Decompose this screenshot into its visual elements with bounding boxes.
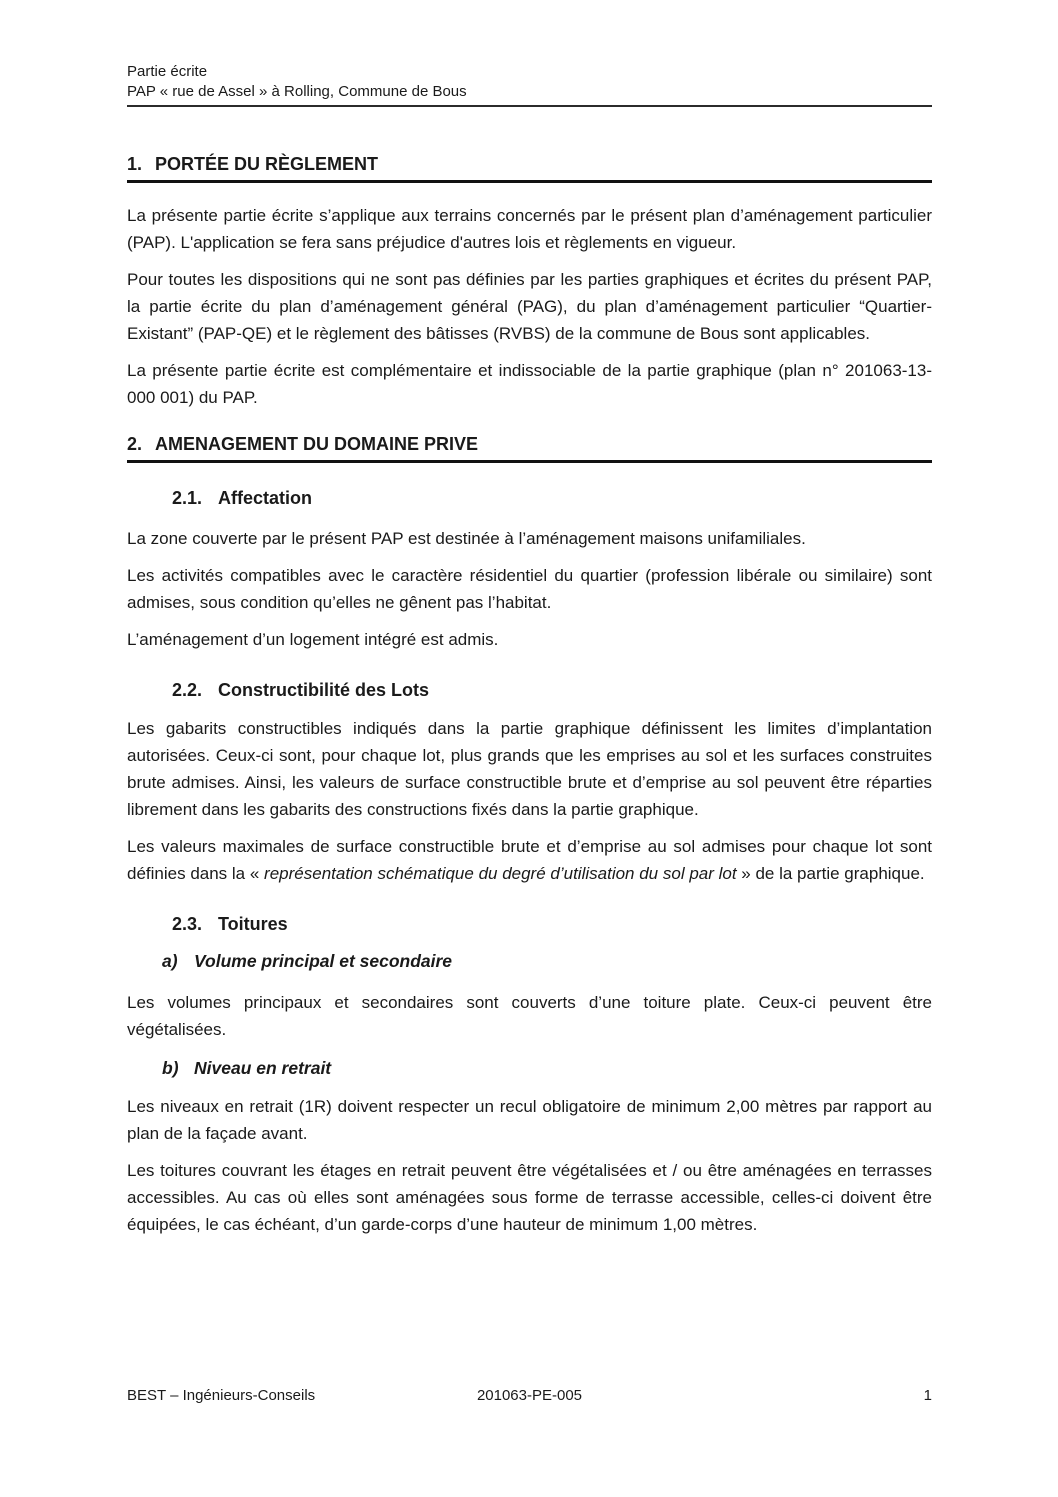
page-header: [127, 62, 932, 107]
subsection-2-3-number: 2.3.: [172, 914, 203, 934]
paragraph-constructibilite-2-italic: représentation schématique du degré d’utilisation du sol par lot: [264, 864, 737, 883]
subsection-2-3-heading: [172, 913, 932, 935]
section-1-heading: [127, 153, 932, 183]
paragraph-toitures-b-1: Les niveaux en retrait (1R) doivent respecter un recul obligatoire de minimum 2,00 mètres par rapport au plan de la façade avant.: [127, 1097, 932, 1143]
item-a-heading: [162, 950, 932, 972]
paragraph-affectation-3: L’aménagement d’un logement intégré est admis.: [127, 630, 499, 649]
subsection-2-2-heading: [172, 679, 932, 701]
item-b-heading: [162, 1057, 932, 1079]
section-2-title: AMENAGEMENT DU DOMAINE PRIVE: [155, 434, 479, 454]
paragraph-toitures-a-1: Les volumes principaux et secondaires sont couverts d’une toiture plate. Ceux-ci peuvent être végétalisées.: [127, 993, 932, 1039]
footer-page-number: 1: [923, 1387, 932, 1404]
item-a-label: a): [162, 951, 178, 971]
paragraph-affectation-1: La zone couverte par le présent PAP est destinée à l’aménagement maisons unifamiliales.: [127, 529, 806, 548]
paragraph-constructibilite-2-before: Les valeurs maximales de surface constructible brute et d’emprise au sol admises pour chaque lot sont définies dans la «: [127, 837, 932, 883]
paragraph-portee-2: Pour toutes les dispositions qui ne sont pas définies par les parties graphiques et écrites du présent PAP, la partie écrite du plan d’aménagement général (PAG), du plan d’aménagement particulier “Quartier-Existant” (PAP-QE) et le règlement des bâtisses (RVBS) de la commune de Bous sont applicables.: [127, 270, 932, 343]
subsection-2-3-title: Toitures: [218, 914, 288, 934]
paragraph-toitures-b-2: Les toitures couvrant les étages en retrait peuvent être végétalisées et / ou être aménagées en terrasses accessibles. Au cas où elles sont aménagées sous forme de terrasse accessible, celles-ci doivent être équipées, le cas échéant, d’un garde-corps d’une hauteur de minimum 1,00 mètres.: [127, 1161, 932, 1234]
item-b-label: b): [162, 1058, 179, 1078]
section-2-number: 2.: [127, 434, 143, 454]
item-b-title: Niveau en retrait: [194, 1058, 332, 1078]
paragraph-portee-1: La présente partie écrite s’applique aux terrains concernés par le présent plan d’aménagement particulier (PAP). L'application se fera sans préjudice d'autres lois et règlements en vigueur.: [127, 206, 932, 252]
header-line-1: Partie écrite: [127, 63, 208, 80]
paragraph-constructibilite-2-after: » de la partie graphique.: [736, 864, 925, 883]
item-a-title: Volume principal et secondaire: [194, 951, 453, 971]
subsection-2-1-number: 2.1.: [172, 488, 203, 508]
section-2-heading: [127, 433, 932, 463]
paragraph-constructibilite-1: Les gabarits constructibles indiqués dans la partie graphique définissent les limites d’implantation autorisées. Ceux-ci sont, pour chaque lot, plus grands que les emprises au sol et les surfaces construites brute admises. Ainsi, les valeurs de surface constructible brute et d’emprise au sol peuvent être réparties librement dans les gabarits des constructions fixés dans la partie graphique.: [127, 719, 932, 819]
header-line-2: PAP « rue de Assel » à Rolling, Commune de Bous: [127, 83, 467, 100]
subsection-2-1-heading: [172, 487, 932, 509]
section-1-title: PORTÉE DU RÈGLEMENT: [155, 154, 379, 174]
section-1-number: 1.: [127, 154, 143, 174]
footer-company: BEST – Ingénieurs-Conseils: [127, 1387, 316, 1404]
paragraph-affectation-2: Les activités compatibles avec le caractère résidentiel du quartier (profession libérale ou similaire) sont admises, sous condition qu’elles ne gênent pas l’habitat.: [127, 566, 932, 612]
subsection-2-2-number: 2.2.: [172, 680, 203, 700]
paragraph-constructibilite-2: [127, 833, 932, 887]
subsection-2-2-title: Constructibilité des Lots: [218, 680, 430, 700]
footer-document-number: 201063-PE-005: [476, 1387, 583, 1404]
subsection-2-1-title: Affectation: [218, 488, 312, 508]
paragraph-portee-3: La présente partie écrite est complémentaire et indissociable de la partie graphique (plan n° 201063-13-000 001) du PAP.: [127, 361, 932, 407]
page-footer: [127, 1386, 932, 1406]
